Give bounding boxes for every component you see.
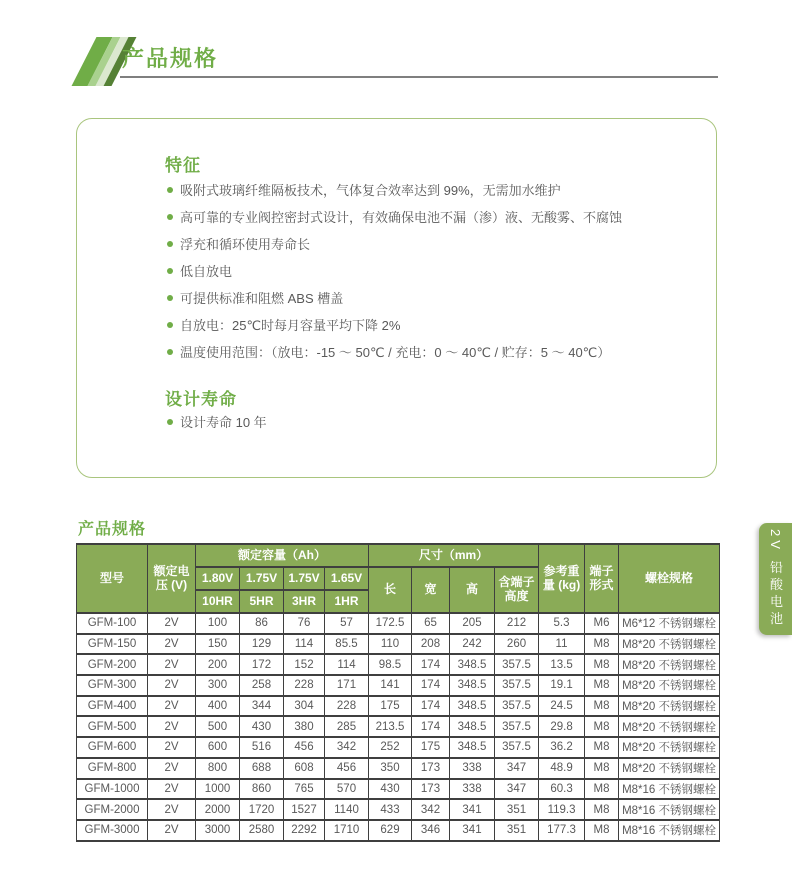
design-life-text: 设计寿命 10 年	[180, 415, 267, 430]
cell-capacity-3hr: 76	[284, 613, 325, 634]
cell-length: 252	[369, 737, 412, 758]
cell-capacity-5hr: 860	[240, 779, 284, 800]
bullet-icon	[167, 241, 173, 247]
col-header-capacity-v: 1.75V	[240, 567, 284, 590]
col-header-model: 型号	[77, 544, 148, 613]
title-underline	[120, 76, 718, 78]
cell-weight: 29.8	[539, 716, 585, 737]
cell-capacity-1hr: 85.5	[325, 634, 369, 655]
cell-height-with-terminal: 357.5	[495, 675, 539, 696]
cell-height: 341	[450, 799, 495, 820]
page-title: 产品规格	[122, 46, 219, 71]
cell-width: 65	[412, 613, 450, 634]
cell-length: 110	[369, 634, 412, 655]
col-group-capacity: 额定容量（Ah）	[196, 544, 369, 567]
bullet-icon	[167, 349, 173, 355]
col-header-capacity-hr: 1HR	[325, 590, 369, 613]
cell-height-with-terminal: 347	[495, 758, 539, 779]
cell-terminal: M8	[585, 758, 619, 779]
cell-height-with-terminal: 357.5	[495, 716, 539, 737]
bullet-icon	[167, 187, 173, 193]
spec-table-heading: 产品规格	[78, 521, 147, 538]
cell-capacity-3hr: 2292	[284, 820, 325, 841]
cell-terminal: M8	[585, 696, 619, 717]
cell-voltage: 2V	[148, 716, 196, 737]
cell-capacity-3hr: 152	[284, 654, 325, 675]
features-heading: 特征	[165, 156, 201, 175]
cell-length: 213.5	[369, 716, 412, 737]
feature-text: 可提供标准和阻燃 ABS 槽盖	[180, 291, 344, 306]
col-header-height-with-terminal: 含端子高度	[495, 567, 539, 613]
spec-table	[76, 543, 720, 842]
col-header-weight: 参考重量 (kg)	[539, 544, 585, 613]
cell-model: GFM-800	[77, 758, 148, 779]
cell-model: GFM-500	[77, 716, 148, 737]
cell-capacity-1hr: 1140	[325, 799, 369, 820]
cell-bolt-spec: M8*16 不锈钢螺栓	[619, 820, 720, 841]
col-header-capacity-hr: 10HR	[196, 590, 240, 613]
cell-terminal: M8	[585, 654, 619, 675]
cell-capacity-3hr: 114	[284, 634, 325, 655]
feature-item	[167, 231, 622, 258]
cell-height: 341	[450, 820, 495, 841]
cell-capacity-5hr: 344	[240, 696, 284, 717]
table-row	[77, 737, 720, 758]
cell-model: GFM-300	[77, 675, 148, 696]
cell-model: GFM-600	[77, 737, 148, 758]
table-row	[77, 613, 720, 634]
cell-height-with-terminal: 347	[495, 779, 539, 800]
cell-bolt-spec: M6*12 不锈钢螺栓	[619, 613, 720, 634]
cell-width: 173	[412, 758, 450, 779]
cell-width: 174	[412, 675, 450, 696]
cell-height: 348.5	[450, 654, 495, 675]
cell-bolt-spec: M8*20 不锈钢螺栓	[619, 675, 720, 696]
col-group-dimensions: 尺寸（mm）	[369, 544, 539, 567]
design-life-item	[167, 409, 267, 436]
cell-capacity-10hr: 300	[196, 675, 240, 696]
cell-height: 205	[450, 613, 495, 634]
cell-bolt-spec: M8*20 不锈钢螺栓	[619, 737, 720, 758]
feature-item	[167, 285, 622, 312]
cell-voltage: 2V	[148, 758, 196, 779]
cell-height: 348.5	[450, 696, 495, 717]
cell-weight: 60.3	[539, 779, 585, 800]
cell-height: 348.5	[450, 716, 495, 737]
feature-text: 浮充和循环使用寿命长	[180, 237, 311, 252]
cell-bolt-spec: M8*20 不锈钢螺栓	[619, 696, 720, 717]
cell-capacity-5hr: 129	[240, 634, 284, 655]
cell-height-with-terminal: 357.5	[495, 737, 539, 758]
spec-table-body	[77, 613, 720, 841]
cell-terminal: M8	[585, 779, 619, 800]
cell-terminal: M8	[585, 799, 619, 820]
cell-height-with-terminal: 357.5	[495, 696, 539, 717]
feature-item	[167, 177, 622, 204]
cell-capacity-5hr: 430	[240, 716, 284, 737]
cell-terminal: M8	[585, 675, 619, 696]
cell-model: GFM-200	[77, 654, 148, 675]
cell-capacity-10hr: 1000	[196, 779, 240, 800]
cell-capacity-10hr: 400	[196, 696, 240, 717]
cell-capacity-5hr: 1720	[240, 799, 284, 820]
col-header-terminal: 端子形式	[585, 544, 619, 613]
feature-text: 吸附式玻璃纤维隔板技术，气体复合效率达到 99%，无需加水维护	[180, 183, 561, 198]
cell-length: 430	[369, 779, 412, 800]
col-header-capacity-hr: 5HR	[240, 590, 284, 613]
feature-item	[167, 312, 622, 339]
feature-item	[167, 258, 622, 285]
features-panel	[76, 118, 717, 478]
cell-voltage: 2V	[148, 675, 196, 696]
col-header-width: 宽	[412, 567, 450, 613]
cell-terminal: M8	[585, 737, 619, 758]
cell-height: 348.5	[450, 675, 495, 696]
cell-capacity-1hr: 570	[325, 779, 369, 800]
table-row	[77, 675, 720, 696]
cell-capacity-10hr: 500	[196, 716, 240, 737]
cell-width: 208	[412, 634, 450, 655]
cell-weight: 48.9	[539, 758, 585, 779]
cell-terminal: M8	[585, 820, 619, 841]
header-row-1	[77, 544, 720, 567]
bullet-icon	[167, 419, 173, 425]
cell-capacity-5hr: 2580	[240, 820, 284, 841]
cell-width: 342	[412, 799, 450, 820]
cell-capacity-5hr: 688	[240, 758, 284, 779]
cell-voltage: 2V	[148, 799, 196, 820]
table-row	[77, 758, 720, 779]
cell-capacity-10hr: 3000	[196, 820, 240, 841]
cell-capacity-3hr: 608	[284, 758, 325, 779]
col-header-capacity-v: 1.80V	[196, 567, 240, 590]
cell-capacity-3hr: 380	[284, 716, 325, 737]
cell-width: 174	[412, 696, 450, 717]
cell-weight: 24.5	[539, 696, 585, 717]
cell-capacity-1hr: 171	[325, 675, 369, 696]
cell-weight: 13.5	[539, 654, 585, 675]
cell-voltage: 2V	[148, 737, 196, 758]
cell-width: 175	[412, 737, 450, 758]
table-row	[77, 654, 720, 675]
bullet-icon	[167, 268, 173, 274]
table-row	[77, 779, 720, 800]
cell-width: 346	[412, 820, 450, 841]
cell-bolt-spec: M8*20 不锈钢螺栓	[619, 634, 720, 655]
cell-bolt-spec: M8*20 不锈钢螺栓	[619, 758, 720, 779]
cell-length: 172.5	[369, 613, 412, 634]
cell-capacity-3hr: 228	[284, 675, 325, 696]
cell-capacity-5hr: 258	[240, 675, 284, 696]
cell-height-with-terminal: 357.5	[495, 654, 539, 675]
feature-text: 自放电：25℃时每月容量平均下降 2%	[180, 318, 401, 333]
cell-height: 348.5	[450, 737, 495, 758]
cell-weight: 36.2	[539, 737, 585, 758]
table-row	[77, 696, 720, 717]
design-life-list	[167, 409, 267, 436]
cell-length: 629	[369, 820, 412, 841]
cell-voltage: 2V	[148, 696, 196, 717]
cell-height: 242	[450, 634, 495, 655]
cell-capacity-10hr: 150	[196, 634, 240, 655]
cell-terminal: M8	[585, 634, 619, 655]
cell-model: GFM-3000	[77, 820, 148, 841]
cell-bolt-spec: M8*16 不锈钢螺栓	[619, 779, 720, 800]
cell-capacity-5hr: 516	[240, 737, 284, 758]
col-header-capacity-v: 1.65V	[325, 567, 369, 590]
cell-model: GFM-1000	[77, 779, 148, 800]
cell-width: 174	[412, 654, 450, 675]
cell-weight: 119.3	[539, 799, 585, 820]
cell-length: 350	[369, 758, 412, 779]
cell-length: 175	[369, 696, 412, 717]
cell-height: 338	[450, 779, 495, 800]
feature-text: 低自放电	[180, 264, 233, 279]
cell-weight: 11	[539, 634, 585, 655]
cell-capacity-3hr: 1527	[284, 799, 325, 820]
cell-capacity-1hr: 57	[325, 613, 369, 634]
cell-width: 174	[412, 716, 450, 737]
bullet-icon	[167, 214, 173, 220]
cell-bolt-spec: M8*20 不锈钢螺栓	[619, 716, 720, 737]
cell-capacity-10hr: 2000	[196, 799, 240, 820]
feature-text: 温度使用范围：（放电：-15 ～ 50℃ / 充电：0 ～ 40℃ / 贮存：5 ～ 40℃）	[180, 345, 611, 360]
cell-height-with-terminal: 351	[495, 799, 539, 820]
col-header-capacity-v: 1.75V	[284, 567, 325, 590]
cell-capacity-10hr: 200	[196, 654, 240, 675]
feature-item	[167, 339, 622, 366]
cell-capacity-3hr: 765	[284, 779, 325, 800]
cell-length: 433	[369, 799, 412, 820]
table-row	[77, 634, 720, 655]
cell-model: GFM-100	[77, 613, 148, 634]
cell-capacity-10hr: 800	[196, 758, 240, 779]
col-header-height: 高	[450, 567, 495, 613]
table-row	[77, 716, 720, 737]
cell-model: GFM-400	[77, 696, 148, 717]
cell-height-with-terminal: 351	[495, 820, 539, 841]
cell-model: GFM-150	[77, 634, 148, 655]
table-row	[77, 799, 720, 820]
bullet-icon	[167, 295, 173, 301]
cell-model: GFM-2000	[77, 799, 148, 820]
cell-length: 141	[369, 675, 412, 696]
cell-capacity-10hr: 600	[196, 737, 240, 758]
col-header-voltage: 额定电压 (V)	[148, 544, 196, 613]
table-row	[77, 820, 720, 841]
cell-weight: 177.3	[539, 820, 585, 841]
cell-voltage: 2V	[148, 779, 196, 800]
cell-voltage: 2V	[148, 613, 196, 634]
cell-capacity-1hr: 1710	[325, 820, 369, 841]
cell-capacity-10hr: 100	[196, 613, 240, 634]
feature-item	[167, 204, 622, 231]
cell-capacity-5hr: 172	[240, 654, 284, 675]
cell-width: 173	[412, 779, 450, 800]
cell-voltage: 2V	[148, 820, 196, 841]
cell-capacity-3hr: 304	[284, 696, 325, 717]
bullet-icon	[167, 322, 173, 328]
cell-height: 338	[450, 758, 495, 779]
design-life-heading: 设计寿命	[165, 390, 237, 409]
cell-capacity-1hr: 342	[325, 737, 369, 758]
cell-terminal: M8	[585, 716, 619, 737]
col-header-bolt: 螺栓规格	[619, 544, 720, 613]
cell-height-with-terminal: 212	[495, 613, 539, 634]
cell-capacity-1hr: 456	[325, 758, 369, 779]
cell-voltage: 2V	[148, 654, 196, 675]
cell-weight: 5.3	[539, 613, 585, 634]
cell-voltage: 2V	[148, 634, 196, 655]
cell-bolt-spec: M8*16 不锈钢螺栓	[619, 799, 720, 820]
col-header-length: 长	[369, 567, 412, 613]
cell-capacity-3hr: 456	[284, 737, 325, 758]
features-list	[167, 177, 622, 366]
feature-text: 高可靠的专业阀控密封式设计，有效确保电池不漏（渗）液、无酸雾、不腐蚀	[180, 210, 623, 225]
col-header-capacity-hr: 3HR	[284, 590, 325, 613]
cell-weight: 19.1	[539, 675, 585, 696]
category-tab-2v-lead-acid[interactable]: 2V 铅酸电池	[759, 523, 792, 635]
cell-capacity-1hr: 228	[325, 696, 369, 717]
cell-height-with-terminal: 260	[495, 634, 539, 655]
cell-length: 98.5	[369, 654, 412, 675]
cell-capacity-1hr: 114	[325, 654, 369, 675]
cell-capacity-1hr: 285	[325, 716, 369, 737]
cell-capacity-5hr: 86	[240, 613, 284, 634]
cell-terminal: M6	[585, 613, 619, 634]
cell-bolt-spec: M8*20 不锈钢螺栓	[619, 654, 720, 675]
